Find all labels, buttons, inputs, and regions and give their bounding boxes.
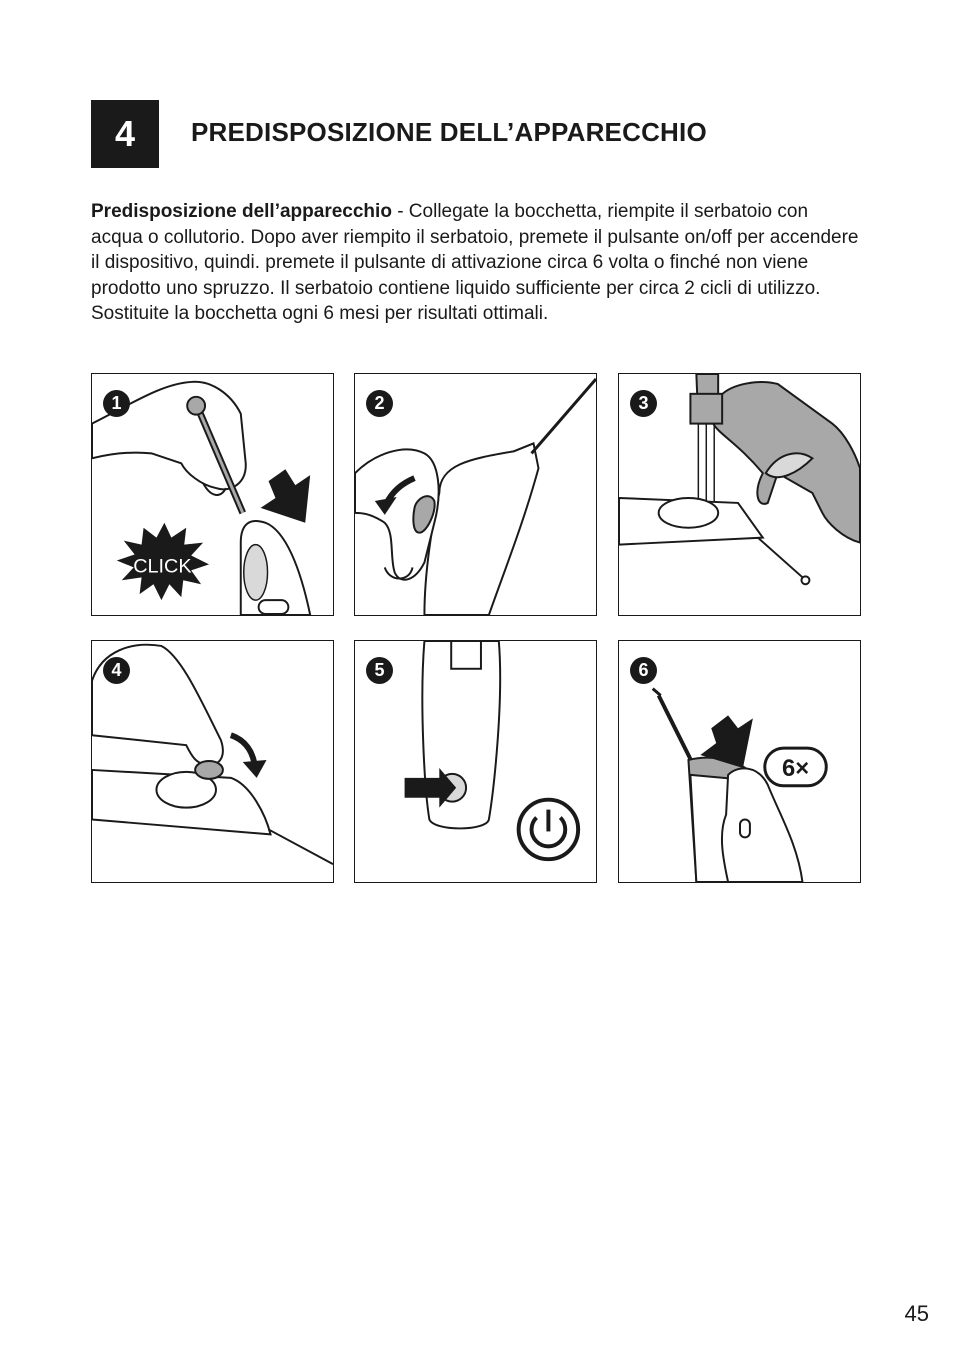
section-number-badge: 4 bbox=[91, 100, 159, 168]
intro-text: - Collegate la bocchetta, riempite il serbatoio con acqua o collutorio. Dopo aver riempito il serbatoio, premete il pulsante on/off per accendere il dispositivo, quindi. premete il pulsante di attivazione circa 6 volta o finché non viene prodotto uno spruzzo. Il serbatoio contiene liquido sufficiente per circa 2 cicli di utilizzo. Sostituite la bocchetta ogni 6 mesi per risultati ottimali. bbox=[91, 201, 859, 325]
step-4-badge: 4 bbox=[103, 657, 130, 684]
step-6-badge: 6 bbox=[630, 657, 657, 684]
step-2-panel bbox=[354, 373, 597, 616]
repeat-count-label: 6× bbox=[781, 754, 810, 782]
step-3-panel bbox=[618, 373, 861, 616]
step-5-panel bbox=[354, 640, 597, 883]
intro-paragraph bbox=[91, 199, 861, 327]
step-2-badge: 2 bbox=[366, 390, 393, 417]
page-number: 45 bbox=[904, 1301, 929, 1326]
step-6-panel bbox=[618, 640, 861, 883]
section-title: PREDISPOSIZIONE DELL’APPARECCHIO bbox=[191, 117, 707, 147]
step-5-badge: 5 bbox=[366, 657, 393, 684]
step-1-badge: 1 bbox=[103, 390, 130, 417]
step-4-panel bbox=[91, 640, 334, 883]
intro-lead: Predisposizione dell’apparecchio bbox=[91, 201, 392, 222]
step-1-panel bbox=[91, 373, 334, 616]
click-label: CLICK bbox=[133, 555, 192, 578]
step-3-badge: 3 bbox=[630, 390, 657, 417]
